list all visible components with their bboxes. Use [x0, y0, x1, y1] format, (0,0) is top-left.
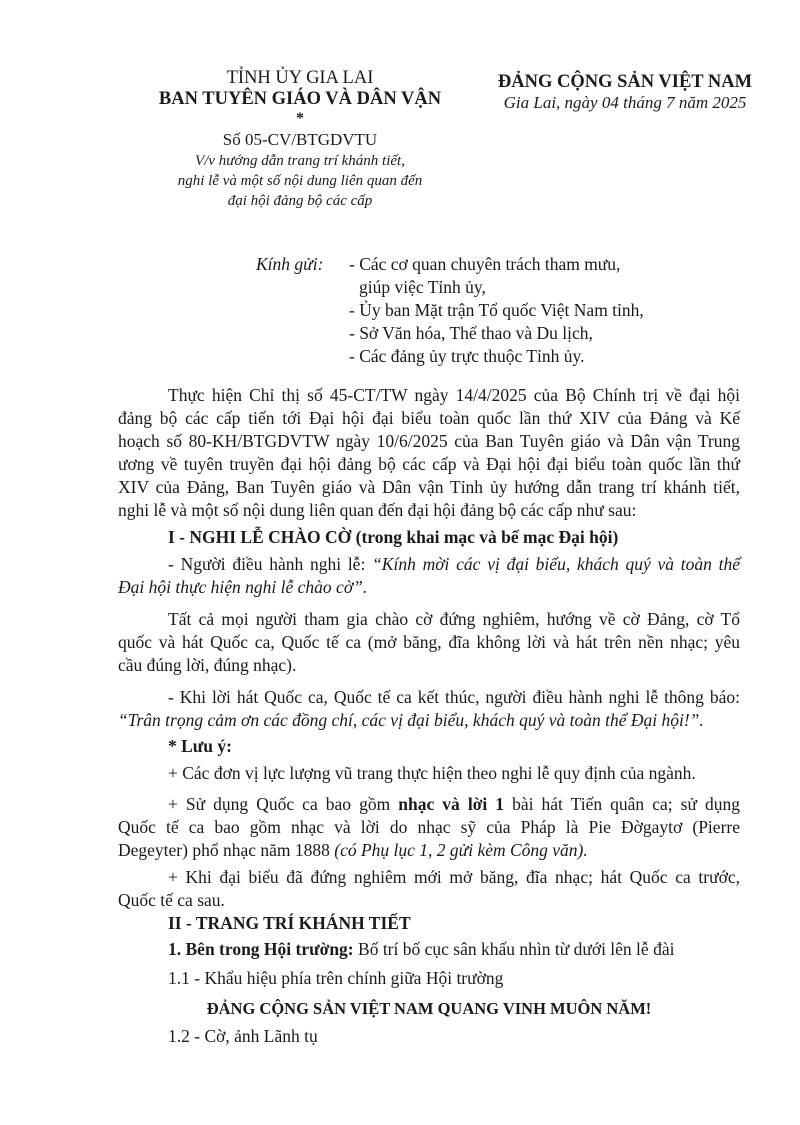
intro-line-2: đảng bộ các cấp tiến tới Đại hội đại biểu toàn quốc lần thứ XIV của Đảng và Kế — [118, 408, 740, 428]
place-date: Gia Lai, ngày 04 tháng 7 năm 2025 — [503, 93, 747, 112]
section-1-para-2-line-3: cầu đúng lời, đúng nhạc). — [118, 655, 297, 675]
intro-line-1: Thực hiện Chỉ thị số 45-CT/TW ngày 14/4/2025 của Bộ Chính trị về đại hội — [168, 385, 740, 405]
org-parent: TỈNH ỦY GIA LAI — [226, 68, 374, 88]
intro-line-6: nghi lễ và một số nội dung liên quan đến đại hội đảng bộ các cấp như sau: — [118, 500, 637, 520]
org-name: BAN TUYÊN GIÁO VÀ DÂN VẬN — [158, 89, 442, 109]
ceremony-host-label: - Người điều hành nghi lễ: — [168, 554, 373, 574]
recipient-line-3: - Ủy ban Mặt trận Tổ quốc Việt Nam tỉnh, — [349, 300, 644, 320]
subject-line-1: V/v hướng dẫn trang trí khánh tiết, — [195, 153, 405, 169]
note-2-prefix: + Sử dụng Quốc ca bao gồm — [168, 794, 399, 814]
section-1-title: I - NGHI LỄ CHÀO CỜ (trong khai mạc và bế mạc Đại hội) — [168, 527, 619, 547]
section-2-sub-1-text: Bố trí bố cục sân khấu nhìn từ dưới lên lễ đài — [353, 939, 675, 959]
recipient-line-2: giúp việc Tỉnh ủy, — [359, 277, 486, 297]
note-2-suffix: bài hát Tiến quân ca; sử dụng — [504, 794, 740, 814]
section-2-title: II - TRANG TRÍ KHÁNH TIẾT — [168, 913, 411, 933]
intro-line-4: ương về tuyên truyền đại hội đảng bộ các cấp và Đại hội đại biểu toàn quốc lần thứ — [118, 454, 740, 474]
document-number: Số 05-CV/BTGDVTU — [222, 130, 378, 149]
note-title: * Lưu ý: — [168, 736, 232, 756]
section-2-sub-1-heading: 1. Bên trong Hội trường: — [168, 939, 354, 959]
subject-line-3: đại hội đảng bộ các cấp — [227, 193, 373, 209]
note-2-line-2: Quốc tế ca bao gồm nhạc và lời do nhạc sỹ của Pháp là Pie Đờgaytơ (Pierre — [118, 817, 740, 837]
note-2-line-3-text: Degeyter) phổ nhạc năm 1888 — [118, 840, 335, 860]
item-1-2: 1.2 - Cờ, ảnh Lãnh tụ — [168, 1026, 318, 1046]
note-2-bold: nhạc và lời 1 — [398, 794, 505, 814]
item-1-1: 1.1 - Khẩu hiệu phía trên chính giữa Hội trường — [168, 968, 504, 988]
note-3-line-1: + Khi đại biểu đã đứng nghiêm mới mở băng, đĩa nhạc; hát Quốc ca trước, — [168, 867, 740, 887]
intro-line-3: hoạch số 80-KH/BTGDVTW ngày 10/6/2025 của Ban Tuyên giáo và Dân vận Trung — [118, 431, 740, 451]
section-2-sub-1 — [168, 938, 674, 961]
ceremony-quote-1: “Kính mời các vị đại biểu, khách quý và toàn thể — [372, 554, 740, 574]
slogan: ĐẢNG CỘNG SẢN VIỆT NAM QUANG VINH MUÔN NĂM! — [206, 999, 652, 1018]
party-name: ĐẢNG CỘNG SẢN VIỆT NAM — [497, 72, 753, 92]
section-1-para-3-line-2: “Trân trọng cảm ơn các đồng chí, các vị đại biểu, khách quý và toàn thể Đại hội!”. — [118, 710, 704, 730]
recipient-line-5: - Các đảng ủy trực thuộc Tỉnh ủy. — [349, 346, 585, 366]
note-2-line-1 — [168, 793, 740, 816]
intro-line-5: XIV của Đảng, Ban Tuyên giáo và Dân vận Tỉnh ủy hướng dẫn trang trí khánh tiết, — [118, 477, 740, 497]
note-1: + Các đơn vị lực lượng vũ trang thực hiện theo nghi lễ quy định của ngành. — [168, 763, 696, 783]
recipient-line-1: - Các cơ quan chuyên trách tham mưu, — [349, 254, 621, 274]
note-2-appendix-ref: (có Phụ lục 1, 2 gửi kèm Công văn). — [334, 840, 588, 860]
section-1-para-3-line-1: - Khi lời hát Quốc ca, Quốc tế ca kết thúc, người điều hành nghi lễ thông báo: — [168, 687, 740, 707]
section-1-para-2-line-1: Tất cả mọi người tham gia chào cờ đứng nghiêm, hướng về cờ Đảng, cờ Tổ — [168, 609, 740, 629]
recipient-line-4: - Sở Văn hóa, Thể thao và Du lịch, — [349, 323, 593, 343]
section-1-para-2-line-2: quốc và hát Quốc ca, Quốc tế ca (mở băng, đĩa không lời và hát trên nền nhạc; yêu — [118, 632, 740, 652]
section-1-para-1-line-1 — [168, 553, 740, 576]
note-3-line-2: Quốc tế ca sau. — [118, 890, 225, 910]
recipients-label: Kính gửi: — [256, 254, 324, 274]
note-2-line-3 — [118, 839, 588, 862]
ceremony-quote-2: Đại hội thực hiện nghi lễ chào cờ”. — [118, 577, 368, 597]
header-star: * — [296, 110, 304, 127]
subject-line-2: nghi lễ và một số nội dung liên quan đến — [177, 173, 423, 189]
